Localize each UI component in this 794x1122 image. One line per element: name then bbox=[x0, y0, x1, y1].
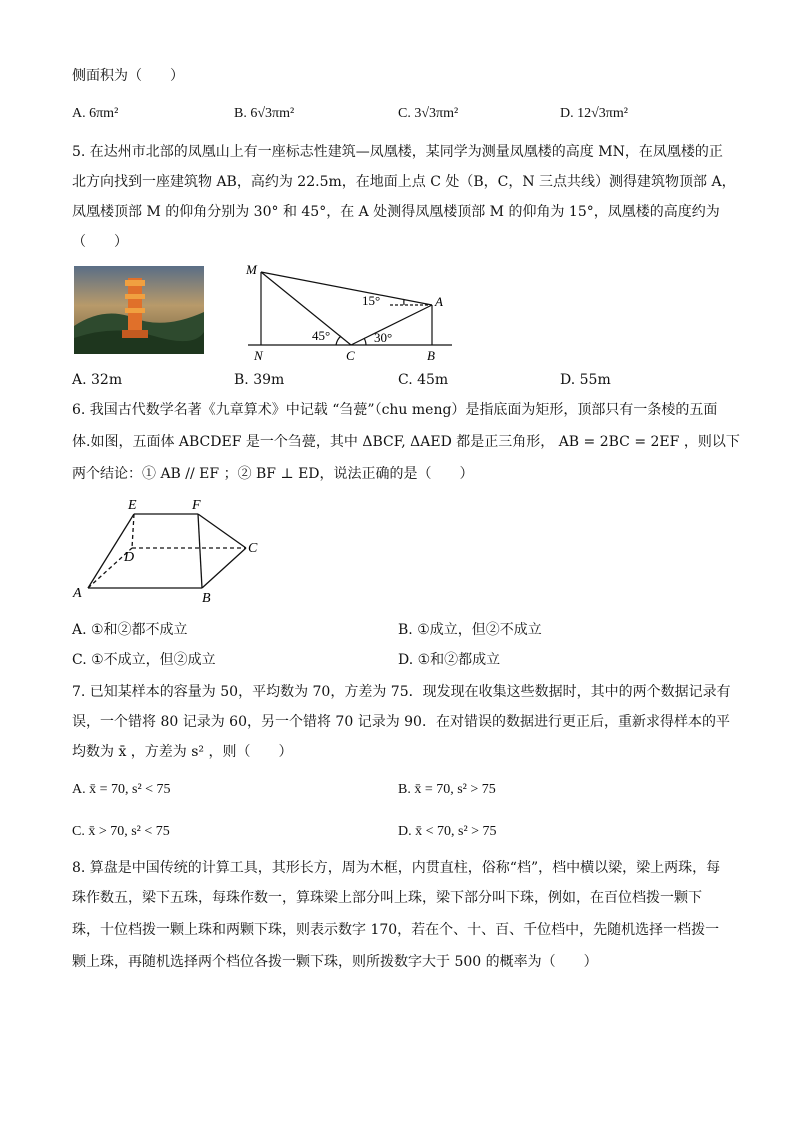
q6-line-3: 两个结论：① AB // EF ；② BF ⊥ ED，说法正确的是（ ） bbox=[72, 466, 474, 482]
q7-option-d: D. x̄ < 70, s² > 75 bbox=[398, 824, 497, 839]
q5-option-a: A. 32m bbox=[72, 372, 123, 388]
q5-option-d: D. 55m bbox=[560, 372, 611, 388]
q8-line-1: 8. 算盘是中国传统的计算工具，其形长方，周为木框，内贯直柱，俗称“档”，档中横以梁，梁上两珠，每 bbox=[72, 860, 721, 876]
q6-option-b: B. ①成立，但②不成立 bbox=[398, 622, 542, 638]
label-D: D bbox=[124, 550, 135, 565]
q7-line-2: 误，一个错将 80 记录为 60，另一个错将 70 记录为 90．在对错误的数据进行更正后，重新求得样本的平 bbox=[72, 714, 730, 730]
label-C: C bbox=[248, 541, 258, 556]
q4-option-b: B. 6√3πm² bbox=[234, 106, 295, 121]
q7-option-b: B. x̄ = 70, s² > 75 bbox=[398, 782, 496, 797]
q4-tail: 侧面积为（ ） bbox=[72, 68, 184, 84]
q6-line-2: 体.如图，五面体 ABCDEF 是一个刍甍，其中 ΔBCF, ΔAED 都是正三角形， AB = 2BC = 2EF ，则以下 bbox=[72, 434, 740, 450]
tower-photo bbox=[74, 266, 204, 354]
label-E: E bbox=[128, 498, 137, 513]
q4-option-d: D. 12√3πm² bbox=[560, 106, 628, 121]
label-C: C bbox=[346, 348, 355, 363]
label-M: M bbox=[246, 262, 257, 277]
label-F: F bbox=[192, 498, 201, 513]
q8-line-2: 珠作数五，梁下五珠，每珠作数一，算珠梁上部分叫上珠，梁下部分叫下珠，例如，在百位档拨一颗下 bbox=[72, 890, 702, 906]
q7-line-1: 7. 已知某样本的容量为 50，平均数为 70，方差为 75．现发现在收集这些数据时，其中的两个数据记录有 bbox=[72, 684, 731, 700]
q7-line-3: 均数为 x̄ ，方差为 s² ，则（ ） bbox=[72, 744, 293, 760]
q6-option-c: C. ①不成立，但②成立 bbox=[72, 652, 216, 668]
angle-45: 45° bbox=[312, 328, 331, 343]
q5-line-1: 5. 在达州市北部的凤凰山上有一座标志性建筑—凤凰楼，某同学为测量凤凰楼的高度 MN，在凤凰楼的正 bbox=[72, 144, 723, 160]
elevation-figure bbox=[240, 258, 460, 364]
polyhedron-figure bbox=[70, 494, 270, 606]
label-B: B bbox=[202, 591, 211, 606]
q5-option-c: C. 45m bbox=[398, 372, 449, 388]
angle-30: 30° bbox=[374, 330, 393, 345]
q4-option-c: C. 3√3πm² bbox=[398, 106, 459, 121]
q4-option-a: A. 6πm² bbox=[72, 106, 119, 121]
q6-option-a: A. ①和②都不成立 bbox=[72, 622, 188, 638]
q5-line-4: （ ） bbox=[72, 234, 128, 250]
q8-line-3: 珠，十位档拨一颗上珠和两颗下珠，则表示数字 170，若在个、十、百、千位档中，先随机选择一档拨一 bbox=[72, 922, 720, 938]
label-A: A bbox=[73, 586, 82, 601]
q5-line-3: 凤凰楼顶部 M 的仰角分别为 30° 和 45°，在 A 处测得凤凰楼顶部 M 的仰角为 15°，凤凰楼的高度约为 bbox=[72, 204, 720, 220]
q6-option-d: D. ①和②都成立 bbox=[398, 652, 501, 668]
q5-line-2: 北方向找到一座建筑物 AB，高约为 22.5m，在地面上点 C 处（B，C，N 三点共线）测得建筑物顶部 A， bbox=[72, 174, 736, 190]
q7-option-c: C. x̄ > 70, s² < 75 bbox=[72, 824, 170, 839]
q6-line-1: 6. 我国古代数学名著《九章算术》中记载 “刍甍”（chu meng）是指底面为矩形，顶部只有一条棱的五面 bbox=[72, 402, 718, 418]
label-N: N bbox=[254, 348, 263, 363]
q7-option-a: A. x̄ = 70, s² < 75 bbox=[72, 782, 171, 797]
label-B: B bbox=[427, 348, 435, 363]
label-A: A bbox=[435, 294, 443, 309]
angle-15: 15° bbox=[362, 293, 381, 308]
q8-line-4: 颗上珠，再随机选择两个档位各拨一颗下珠，则所拨数字大于 500 的概率为（ ） bbox=[72, 954, 598, 970]
q5-option-b: B. 39m bbox=[234, 372, 285, 388]
